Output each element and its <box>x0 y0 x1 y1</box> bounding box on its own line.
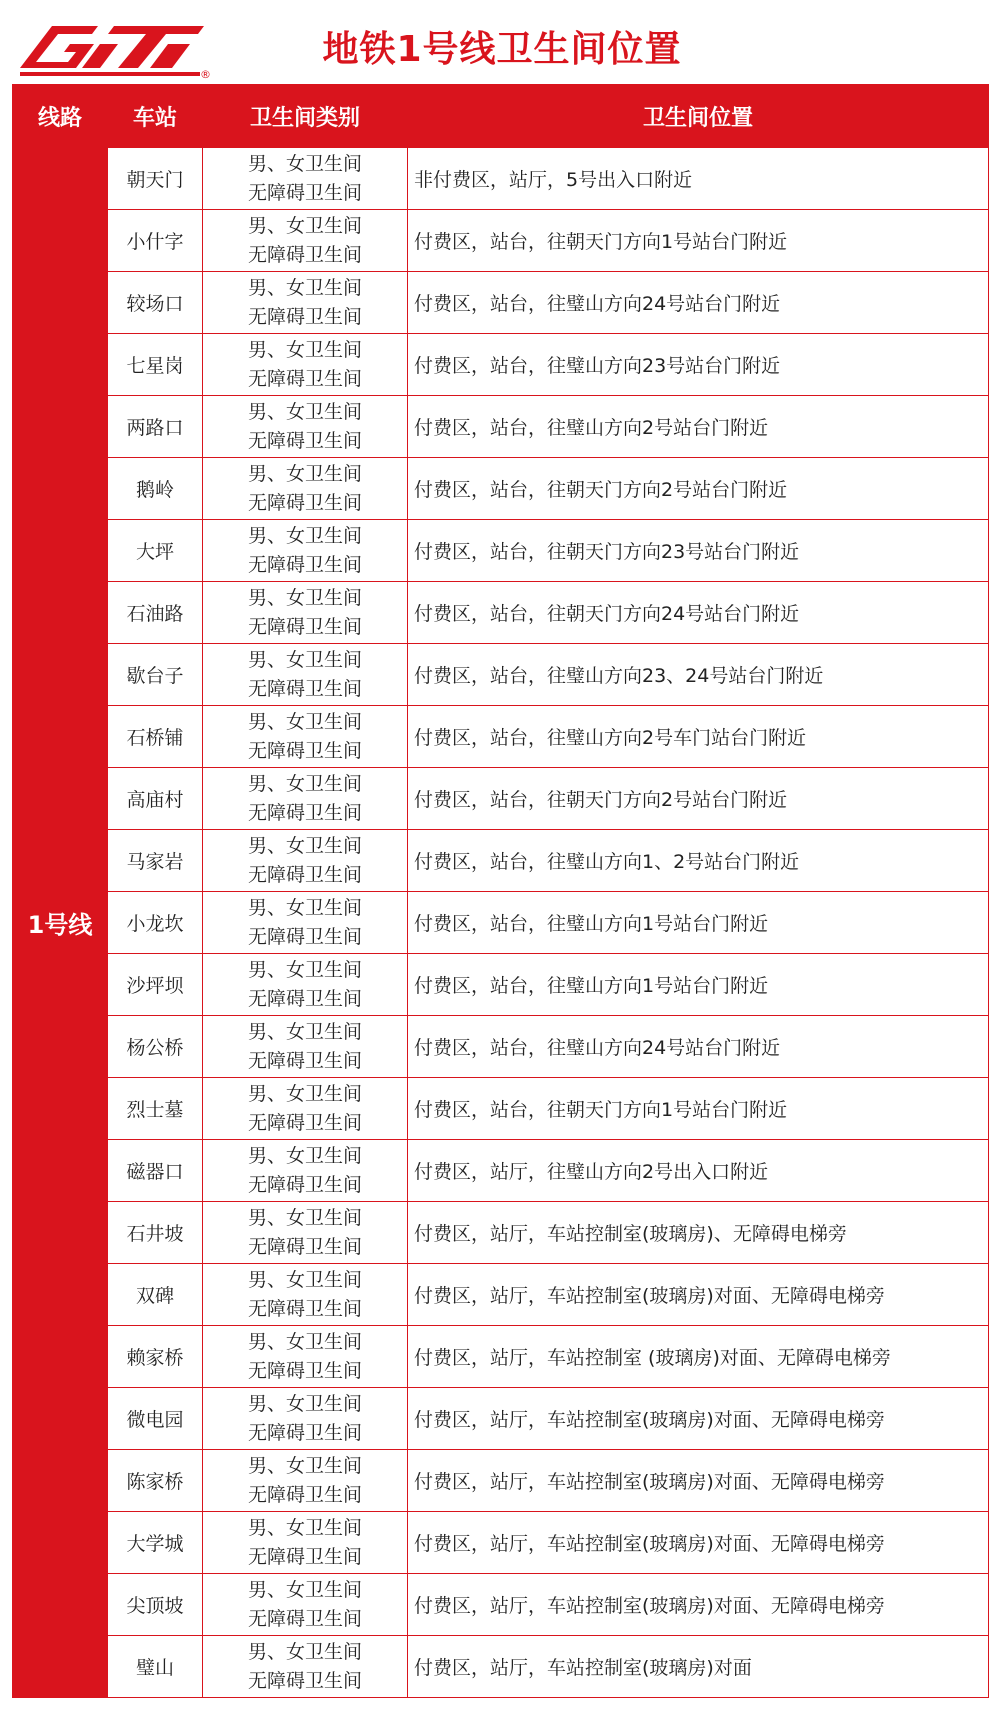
header-type: 卫生间类别 <box>203 85 408 148</box>
table-row <box>13 1326 989 1388</box>
restroom-type-accessible: 无障碍卫生间 <box>247 305 362 328</box>
restroom-location-cell: 付费区，站台，往璧山方向1号站台门附近 <box>408 954 989 1016</box>
restroom-type-accessible: 无障碍卫生间 <box>247 1173 362 1196</box>
table-row <box>13 644 989 706</box>
table-row <box>13 892 989 954</box>
station-cell: 马家岩 <box>108 830 203 892</box>
restroom-type-standard: 男、女卫生间 <box>247 1454 362 1477</box>
restroom-type-standard: 男、女卫生间 <box>247 1330 362 1353</box>
restroom-type-cell <box>203 644 408 706</box>
station-cell: 沙坪坝 <box>108 954 203 1016</box>
restroom-location-cell: 付费区，站台，往璧山方向1、2号站台门附近 <box>408 830 989 892</box>
restroom-type-standard: 男、女卫生间 <box>247 586 362 609</box>
restroom-type-standard: 男、女卫生间 <box>247 834 362 857</box>
station-cell: 石井坡 <box>108 1202 203 1264</box>
restroom-type-standard: 男、女卫生间 <box>247 1082 362 1105</box>
restroom-location-cell: 付费区，站台，往璧山方向24号站台门附近 <box>408 272 989 334</box>
station-cell: 微电园 <box>108 1388 203 1450</box>
restroom-type-accessible: 无障碍卫生间 <box>247 367 362 390</box>
restroom-type-standard: 男、女卫生间 <box>247 1268 362 1291</box>
restroom-type-accessible: 无障碍卫生间 <box>247 1359 362 1382</box>
table-row <box>13 706 989 768</box>
restroom-type-accessible: 无障碍卫生间 <box>247 1235 362 1258</box>
restroom-location-cell: 付费区，站厅，车站控制室(玻璃房)对面、无障碍电梯旁 <box>408 1512 989 1574</box>
restroom-type-accessible: 无障碍卫生间 <box>247 429 362 452</box>
restroom-location-cell: 付费区，站台，往朝天门方向24号站台门附近 <box>408 582 989 644</box>
station-cell: 大坪 <box>108 520 203 582</box>
restroom-type-standard: 男、女卫生间 <box>247 1206 362 1229</box>
table-row <box>13 1264 989 1326</box>
restroom-location-cell: 付费区，站台，往朝天门方向1号站台门附近 <box>408 1078 989 1140</box>
restroom-type-cell <box>203 520 408 582</box>
restroom-type-cell <box>203 1140 408 1202</box>
table-row <box>13 396 989 458</box>
restroom-type-cell <box>203 582 408 644</box>
restroom-type-accessible: 无障碍卫生间 <box>247 243 362 266</box>
restroom-type-standard: 男、女卫生间 <box>247 1392 362 1415</box>
station-cell: 两路口 <box>108 396 203 458</box>
station-cell: 陈家桥 <box>108 1450 203 1512</box>
station-cell: 双碑 <box>108 1264 203 1326</box>
table-row <box>13 520 989 582</box>
restroom-type-cell <box>203 272 408 334</box>
table-row <box>13 1388 989 1450</box>
table-row <box>13 210 989 272</box>
restroom-location-cell: 付费区，站台，往璧山方向24号站台门附近 <box>408 1016 989 1078</box>
station-cell: 大学城 <box>108 1512 203 1574</box>
restroom-type-cell <box>203 1636 408 1698</box>
station-cell: 七星岗 <box>108 334 203 396</box>
restroom-table <box>12 84 989 1698</box>
restroom-location-cell: 付费区，站厅，车站控制室(玻璃房)对面、无障碍电梯旁 <box>408 1264 989 1326</box>
header-location: 卫生间位置 <box>408 85 989 148</box>
station-cell: 烈士墓 <box>108 1078 203 1140</box>
restroom-type-accessible: 无障碍卫生间 <box>247 801 362 824</box>
restroom-type-standard: 男、女卫生间 <box>247 772 362 795</box>
table-row <box>13 1016 989 1078</box>
restroom-location-cell: 付费区，站厅，车站控制室(玻璃房)对面、无障碍电梯旁 <box>408 1388 989 1450</box>
restroom-type-standard: 男、女卫生间 <box>247 710 362 733</box>
restroom-type-cell <box>203 1326 408 1388</box>
table-row <box>13 458 989 520</box>
restroom-type-accessible: 无障碍卫生间 <box>247 925 362 948</box>
station-cell: 小龙坎 <box>108 892 203 954</box>
restroom-type-cell <box>203 396 408 458</box>
restroom-type-standard: 男、女卫生间 <box>247 400 362 423</box>
station-cell: 杨公桥 <box>108 1016 203 1078</box>
restroom-type-cell <box>203 1512 408 1574</box>
restroom-type-standard: 男、女卫生间 <box>247 276 362 299</box>
table-row <box>13 830 989 892</box>
restroom-type-accessible: 无障碍卫生间 <box>247 553 362 576</box>
restroom-type-accessible: 无障碍卫生间 <box>247 677 362 700</box>
restroom-type-standard: 男、女卫生间 <box>247 462 362 485</box>
restroom-location-cell: 非付费区，站厅，5号出入口附近 <box>408 148 989 210</box>
table-row <box>13 1140 989 1202</box>
restroom-type-cell <box>203 1264 408 1326</box>
restroom-type-cell <box>203 1574 408 1636</box>
restroom-location-cell: 付费区，站台，往朝天门方向2号站台门附近 <box>408 458 989 520</box>
restroom-location-cell: 付费区，站台，往璧山方向1号站台门附近 <box>408 892 989 954</box>
station-cell: 尖顶坡 <box>108 1574 203 1636</box>
restroom-type-cell <box>203 706 408 768</box>
restroom-type-cell <box>203 458 408 520</box>
station-cell: 歇台子 <box>108 644 203 706</box>
restroom-location-cell: 付费区，站厅，往璧山方向2号出入口附近 <box>408 1140 989 1202</box>
restroom-location-cell: 付费区，站厅，车站控制室(玻璃房)对面、无障碍电梯旁 <box>408 1574 989 1636</box>
station-cell: 小什字 <box>108 210 203 272</box>
station-cell: 朝天门 <box>108 148 203 210</box>
restroom-type-cell <box>203 830 408 892</box>
restroom-type-standard: 男、女卫生间 <box>247 1144 362 1167</box>
restroom-location-cell: 付费区，站厅，车站控制室(玻璃房)、无障碍电梯旁 <box>408 1202 989 1264</box>
restroom-location-cell: 付费区，站台，往朝天门方向1号站台门附近 <box>408 210 989 272</box>
restroom-type-standard: 男、女卫生间 <box>247 524 362 547</box>
chongqing-rail-logo <box>18 18 208 80</box>
station-cell: 较场口 <box>108 272 203 334</box>
restroom-type-accessible: 无障碍卫生间 <box>247 181 362 204</box>
restroom-type-accessible: 无障碍卫生间 <box>247 1483 362 1506</box>
restroom-type-cell <box>203 892 408 954</box>
station-cell: 石油路 <box>108 582 203 644</box>
table-row <box>13 1450 989 1512</box>
station-cell: 石桥铺 <box>108 706 203 768</box>
station-cell: 高庙村 <box>108 768 203 830</box>
restroom-type-accessible: 无障碍卫生间 <box>247 615 362 638</box>
table-row <box>13 1078 989 1140</box>
table-row <box>13 334 989 396</box>
restroom-type-standard: 男、女卫生间 <box>247 1640 362 1663</box>
restroom-type-accessible: 无障碍卫生间 <box>247 1111 362 1134</box>
restroom-type-cell <box>203 334 408 396</box>
restroom-type-accessible: 无障碍卫生间 <box>247 1545 362 1568</box>
restroom-type-standard: 男、女卫生间 <box>247 958 362 981</box>
restroom-type-accessible: 无障碍卫生间 <box>247 1297 362 1320</box>
restroom-type-standard: 男、女卫生间 <box>247 1516 362 1539</box>
restroom-location-cell: 付费区，站台，往朝天门方向2号站台门附近 <box>408 768 989 830</box>
restroom-location-cell: 付费区，站厅，车站控制室(玻璃房)对面 <box>408 1636 989 1698</box>
restroom-type-standard: 男、女卫生间 <box>247 1020 362 1043</box>
restroom-type-cell <box>203 1202 408 1264</box>
restroom-type-cell <box>203 768 408 830</box>
restroom-type-accessible: 无障碍卫生间 <box>247 491 362 514</box>
restroom-location-cell: 付费区，站台，往璧山方向2号站台门附近 <box>408 396 989 458</box>
table-header-row <box>13 85 989 148</box>
restroom-type-accessible: 无障碍卫生间 <box>247 1421 362 1444</box>
table-row <box>13 148 989 210</box>
restroom-type-standard: 男、女卫生间 <box>247 648 362 671</box>
restroom-type-cell <box>203 954 408 1016</box>
restroom-type-accessible: 无障碍卫生间 <box>247 987 362 1010</box>
table-row <box>13 1636 989 1698</box>
station-cell: 璧山 <box>108 1636 203 1698</box>
restroom-type-standard: 男、女卫生间 <box>247 214 362 237</box>
restroom-type-standard: 男、女卫生间 <box>247 896 362 919</box>
table-row <box>13 582 989 644</box>
restroom-type-accessible: 无障碍卫生间 <box>247 1669 362 1692</box>
restroom-type-accessible: 无障碍卫生间 <box>247 739 362 762</box>
table-row <box>13 1574 989 1636</box>
header-station: 车站 <box>108 85 203 148</box>
line-cell: 1号线 <box>13 148 108 1698</box>
table-row <box>13 272 989 334</box>
restroom-type-standard: 男、女卫生间 <box>247 1578 362 1601</box>
registered-mark: ® <box>200 68 211 81</box>
restroom-type-cell <box>203 1388 408 1450</box>
restroom-type-standard: 男、女卫生间 <box>247 152 362 175</box>
restroom-type-cell <box>203 148 408 210</box>
restroom-location-cell: 付费区，站台，往璧山方向23、24号站台门附近 <box>408 644 989 706</box>
table-row <box>13 768 989 830</box>
restroom-type-cell <box>203 210 408 272</box>
restroom-type-accessible: 无障碍卫生间 <box>247 863 362 886</box>
page-title: 地铁1号线卫生间位置 <box>322 29 682 70</box>
table-row <box>13 1202 989 1264</box>
restroom-type-cell <box>203 1450 408 1512</box>
restroom-table-container <box>12 84 988 1698</box>
restroom-location-cell: 付费区，站台，往璧山方向2号车门站台门附近 <box>408 706 989 768</box>
station-cell: 赖家桥 <box>108 1326 203 1388</box>
station-cell: 鹅岭 <box>108 458 203 520</box>
restroom-location-cell: 付费区，站台，往璧山方向23号站台门附近 <box>408 334 989 396</box>
restroom-location-cell: 付费区，站厅，车站控制室(玻璃房)对面、无障碍电梯旁 <box>408 1450 989 1512</box>
page-header <box>12 12 988 84</box>
restroom-type-accessible: 无障碍卫生间 <box>247 1607 362 1630</box>
restroom-type-standard: 男、女卫生间 <box>247 338 362 361</box>
restroom-location-cell: 付费区，站厅，车站控制室 (玻璃房)对面、无障碍电梯旁 <box>408 1326 989 1388</box>
station-cell: 磁器口 <box>108 1140 203 1202</box>
restroom-type-accessible: 无障碍卫生间 <box>247 1049 362 1072</box>
table-row <box>13 954 989 1016</box>
table-row <box>13 1512 989 1574</box>
header-line: 线路 <box>13 85 108 148</box>
restroom-type-cell <box>203 1078 408 1140</box>
restroom-location-cell: 付费区，站台，往朝天门方向23号站台门附近 <box>408 520 989 582</box>
restroom-type-cell <box>203 1016 408 1078</box>
